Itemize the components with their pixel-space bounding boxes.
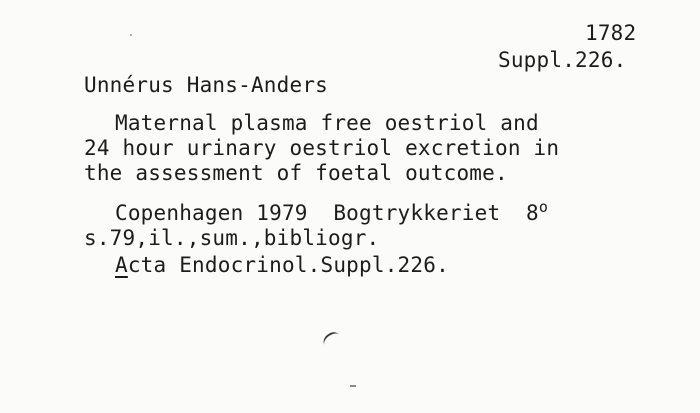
format-degree: o: [538, 198, 549, 216]
series-rest: cta Endocrinol.Suppl.226.: [127, 253, 449, 277]
imprint-text: Copenhagen 1979 Bogtrykkeriet 8: [115, 201, 539, 225]
series-line: [115, 252, 449, 278]
call-series: Suppl.226.: [498, 48, 627, 72]
title-line-1: Maternal plasma free oestriol and: [115, 111, 539, 135]
collation-line: s.79,il.,sum.,bibliogr.: [84, 226, 380, 250]
title-line-2: 24 hour urinary oestriol excretion in: [84, 136, 560, 160]
author-heading: Unnérus Hans-Anders: [84, 73, 329, 97]
title-line-3: the assessment of foetal outcome.: [84, 161, 508, 185]
series-first-letter: A: [115, 253, 128, 277]
call-number: 1782: [585, 21, 637, 45]
speck-mark: [130, 34, 132, 36]
speck-mark-bottom: [350, 385, 356, 387]
imprint-line: [115, 200, 548, 228]
punch-hole-mark: [321, 329, 344, 351]
